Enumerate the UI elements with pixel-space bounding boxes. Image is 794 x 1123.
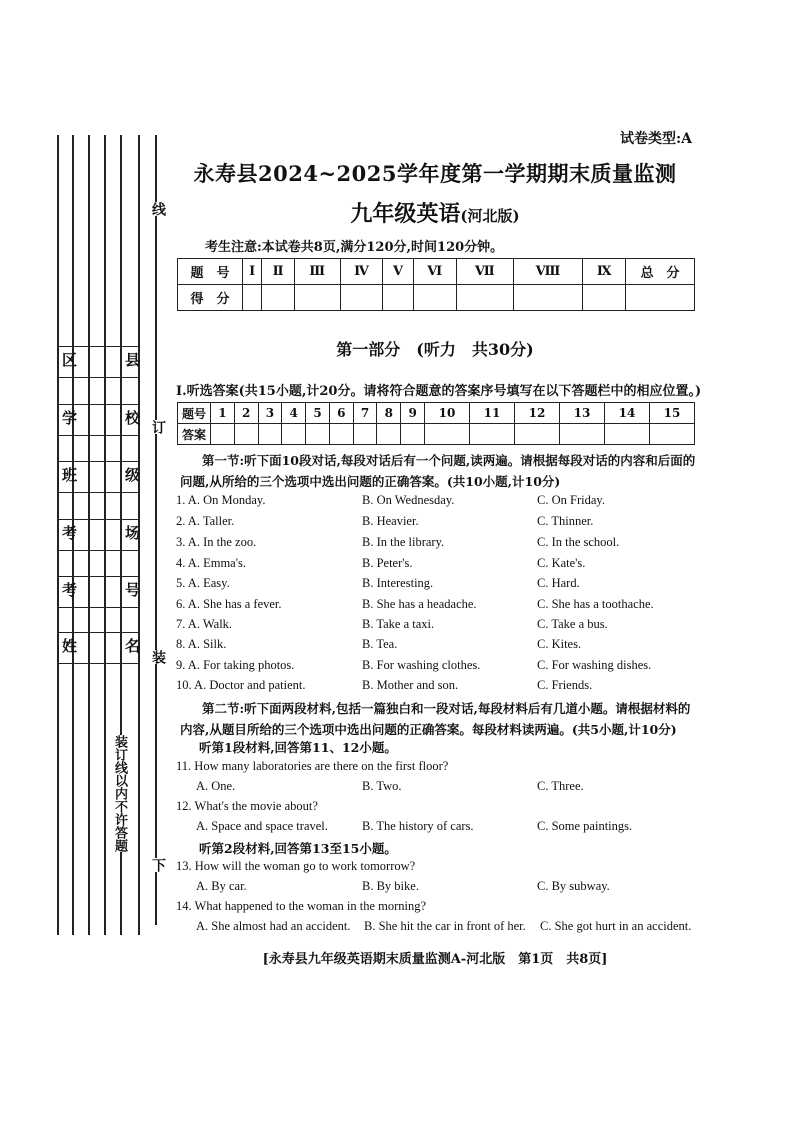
answer-number: 4 — [282, 403, 306, 424]
margin-field-exam-room: 考 场 — [62, 524, 142, 542]
answer-cell[interactable] — [401, 424, 425, 445]
answer-number: 1 — [211, 403, 235, 424]
question-4-option-c: C. Kate's. — [537, 556, 586, 570]
answer-cell[interactable] — [211, 424, 235, 445]
score-cell[interactable] — [243, 285, 262, 311]
subject-name: 九年级英语 — [350, 201, 461, 227]
question-13-option-a: A. By car. — [196, 879, 247, 893]
binding-warning: 装订线以内不许答题 — [112, 735, 127, 852]
margin-field-exam-number: 考 号 — [62, 581, 142, 599]
question-4-option-a: 4. A. Emma's. — [176, 556, 246, 570]
question-10-option-a: 10. A. Doctor and patient. — [176, 678, 306, 692]
score-col: Ⅴ — [383, 259, 413, 285]
score-cell[interactable] — [626, 285, 695, 311]
question-10-option-c: C. Friends. — [537, 678, 593, 692]
answer-number: 11 — [470, 403, 515, 424]
question-8-option-a: 8. A. Silk. — [176, 637, 227, 651]
question-6-option-c: C. She has a toothache. — [537, 597, 654, 611]
question-8-option-b: B. Tea. — [362, 637, 398, 651]
score-col: Ⅶ — [456, 259, 513, 285]
binding-mark-zhuang: 装 — [150, 650, 166, 664]
answer-cell[interactable] — [234, 424, 258, 445]
question-11-option-b: B. Two. — [362, 779, 402, 793]
material-2-label: 听第2段材料,回答第13至15小题。 — [199, 841, 397, 856]
score-col: Ⅰ — [243, 259, 262, 285]
question-2-option-c: C. Thinner. — [537, 514, 594, 528]
page-footer: [永寿县九年级英语期末质量监测A-河北版 第1页 共8页] — [262, 952, 608, 967]
answer-number: 12 — [515, 403, 560, 424]
answer-cell[interactable] — [329, 424, 353, 445]
question-12-option-a: A. Space and space travel. — [196, 819, 328, 833]
answer-number: 5 — [306, 403, 330, 424]
binding-mark-xia: 下 — [150, 858, 166, 872]
answer-cell[interactable] — [515, 424, 560, 445]
score-cell[interactable] — [262, 285, 295, 311]
answer-cell[interactable] — [258, 424, 282, 445]
score-col: Ⅳ — [340, 259, 383, 285]
question-6-option-b: B. She has a headache. — [362, 597, 477, 611]
binding-line — [155, 135, 157, 925]
material-1-label: 听第1段材料,回答第11、12小题。 — [199, 740, 397, 755]
question-6-option-a: 6. A. She has a fever. — [176, 597, 282, 611]
answer-number: 8 — [377, 403, 401, 424]
question-10-option-b: B. Mother and son. — [362, 678, 459, 692]
margin-field-school: 学 校 — [62, 409, 142, 427]
score-col-total: 总 分 — [626, 259, 695, 285]
question-11-option-c: C. Three. — [537, 779, 584, 793]
answer-number: 15 — [649, 403, 694, 424]
answer-cell[interactable] — [306, 424, 330, 445]
score-col: Ⅵ — [413, 259, 456, 285]
score-col: Ⅸ — [583, 259, 626, 285]
answer-number: 3 — [258, 403, 282, 424]
binding-mark-ding: 订 — [150, 420, 166, 434]
answer-label-answer: 答案 — [178, 424, 211, 445]
score-col: Ⅲ — [294, 259, 340, 285]
page-title: 永寿县2024~2025学年度第一学期期末质量监测 — [193, 161, 677, 186]
answer-table — [177, 402, 695, 445]
answer-cell[interactable] — [377, 424, 401, 445]
score-cell[interactable] — [294, 285, 340, 311]
score-header-label: 题 号 — [178, 259, 243, 285]
question-3-option-c: C. In the school. — [537, 535, 620, 549]
question-7-option-b: B. Take a taxi. — [362, 617, 435, 631]
question-13-stem: 13. How will the woman go to work tomorrow? — [176, 859, 416, 873]
question-12-stem: 12. What's the movie about? — [176, 799, 318, 813]
question-14-option-b: B. She hit the car in front of her. — [364, 919, 526, 933]
question-7-option-a: 7. A. Walk. — [176, 617, 233, 631]
answer-number: 10 — [425, 403, 470, 424]
question-1-option-a: 1. A. On Monday. — [176, 493, 266, 507]
answer-label-number: 题号 — [178, 403, 211, 424]
part1-instruction: Ⅰ.听选答案(共15小题,计20分。请将符合题意的答案序号填写在以下答题栏中的相应位置。) — [176, 384, 702, 399]
question-3-option-b: B. In the library. — [362, 535, 445, 549]
edition-label: (河北版) — [460, 207, 520, 225]
answer-cell[interactable] — [559, 424, 604, 445]
score-cell[interactable] — [383, 285, 413, 311]
answer-cell[interactable] — [282, 424, 306, 445]
question-2-option-b: B. Heavier. — [362, 514, 419, 528]
question-1-option-b: B. On Wednesday. — [362, 493, 455, 507]
answer-number: 6 — [329, 403, 353, 424]
question-11-option-a: A. One. — [196, 779, 236, 793]
question-1-option-c: C. On Friday. — [537, 493, 605, 507]
answer-number: 2 — [234, 403, 258, 424]
answer-number: 7 — [353, 403, 377, 424]
score-cell[interactable] — [413, 285, 456, 311]
score-col: Ⅱ — [262, 259, 295, 285]
question-12-option-b: B. The history of cars. — [362, 819, 474, 833]
exam-notice: 考生注意:本试卷共8页,满分120分,时间120分钟。 — [205, 240, 504, 255]
question-9-option-b: B. For washing clothes. — [362, 658, 481, 672]
score-cell[interactable] — [583, 285, 626, 311]
question-14-option-c: C. She got hurt in an accident. — [540, 919, 692, 933]
question-3-option-a: 3. A. In the zoo. — [176, 535, 257, 549]
sheet-type: 试卷类型:A — [620, 131, 693, 147]
margin-field-name: 姓 名 — [62, 637, 142, 655]
question-11-stem: 11. How many laboratories are there on the first floor? — [176, 759, 449, 773]
subject-title — [175, 197, 695, 228]
answer-cell[interactable] — [470, 424, 515, 445]
answer-number: 9 — [401, 403, 425, 424]
question-5-option-a: 5. A. Easy. — [176, 576, 230, 590]
answer-cell[interactable] — [604, 424, 649, 445]
margin-field-district: 区 县 — [62, 351, 142, 369]
question-5-option-c: C. Hard. — [537, 576, 580, 590]
question-14-stem: 14. What happened to the woman in the morning? — [176, 899, 427, 913]
question-7-option-c: C. Take a bus. — [537, 617, 608, 631]
question-5-option-b: B. Interesting. — [362, 576, 434, 590]
binding-mark-line: 线 — [150, 202, 166, 216]
answer-cell[interactable] — [425, 424, 470, 445]
question-9-option-c: C. For washing dishes. — [537, 658, 652, 672]
section2-instruction: 第二节:听下面两段材料,包括一篇独白和一段对话,每段材料后有几道小题。请根据材料的内容,从题目所给的三个选项中选出问题的正确答案。每段材料读两遍。(共5小题,计10分) — [180, 701, 691, 737]
question-14-option-a: A. She almost had an accident. — [196, 919, 351, 933]
score-cell[interactable] — [340, 285, 383, 311]
answer-cell[interactable] — [353, 424, 377, 445]
answer-number: 13 — [559, 403, 604, 424]
question-13-option-b: B. By bike. — [362, 879, 419, 893]
part1-heading: 第一部分 (听力 共30分) — [336, 340, 534, 359]
answer-cell[interactable] — [649, 424, 694, 445]
score-col: Ⅷ — [513, 259, 583, 285]
margin-field-class: 班 级 — [62, 466, 142, 484]
score-row-label: 得 分 — [178, 285, 243, 311]
question-13-option-c: C. By subway. — [537, 879, 610, 893]
score-cell[interactable] — [456, 285, 513, 311]
question-12-option-c: C. Some paintings. — [537, 819, 633, 833]
answer-number: 14 — [604, 403, 649, 424]
question-9-option-a: 9. A. For taking photos. — [176, 658, 295, 672]
score-table — [177, 258, 695, 311]
question-8-option-c: C. Kites. — [537, 637, 582, 651]
question-4-option-b: B. Peter's. — [362, 556, 413, 570]
question-2-option-a: 2. A. Taller. — [176, 514, 235, 528]
section1-instruction: 第一节:听下面10段对话,每段对话后有一个问题,读两遍。请根据每段对话的内容和后面的问题,从所给的三个选项中选出问题的正确答案。(共10小题,计10分) — [180, 453, 696, 489]
score-cell[interactable] — [513, 285, 583, 311]
